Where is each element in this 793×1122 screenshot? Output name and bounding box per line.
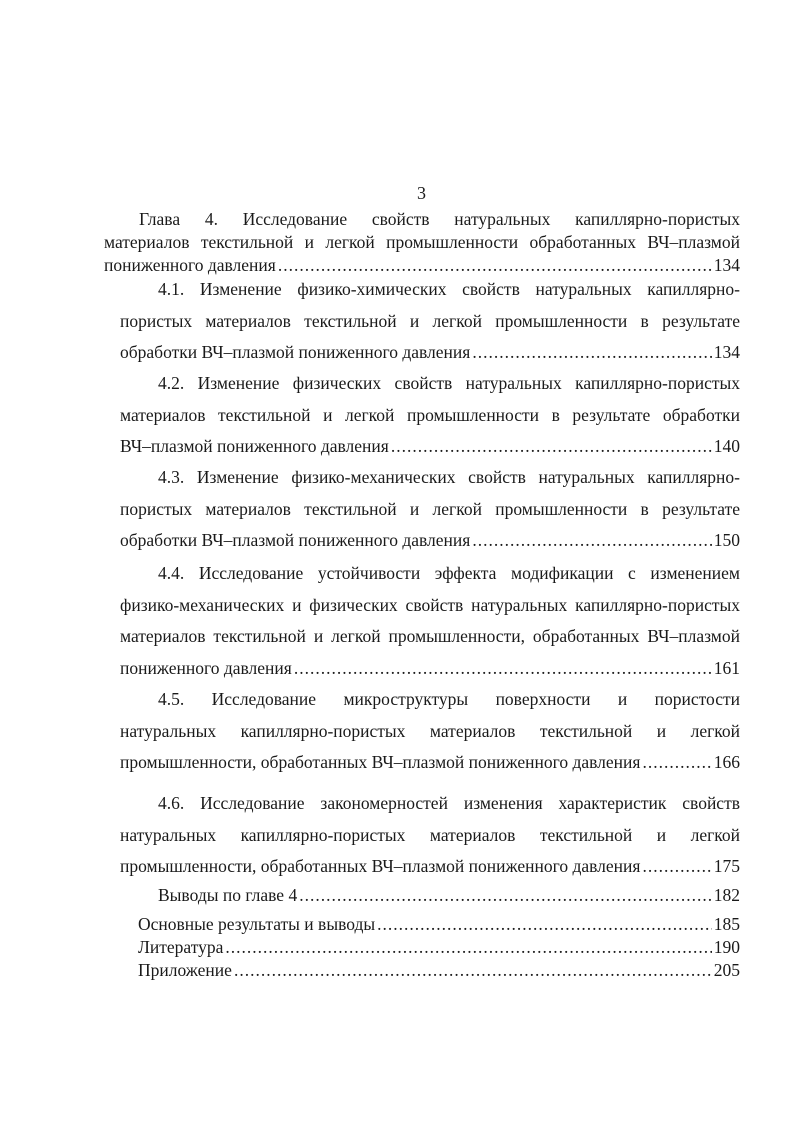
toc-entry-title: пониженного давления xyxy=(104,255,276,275)
toc-entry-main-results xyxy=(138,913,740,936)
toc-entry-line xyxy=(120,653,740,685)
toc-section-4-5 xyxy=(120,684,740,779)
toc-line: Глава 4. Исследование свойств натуральных капиллярно-пористых xyxy=(139,209,740,229)
toc-page-number: 134 xyxy=(713,342,740,362)
dot-leader xyxy=(234,959,712,982)
toc-page-number: 166 xyxy=(713,752,740,772)
table-of-contents xyxy=(104,208,740,980)
toc-entry-title: Приложение xyxy=(138,960,232,980)
toc-line: физико-механических и физических свойств натуральных капиллярно-пористых xyxy=(120,594,740,615)
toc-entry-appendix xyxy=(138,959,740,982)
toc-entry-line xyxy=(120,431,740,463)
toc-line: материалов текстильной и легкой промышленности в результате обработки xyxy=(120,404,740,425)
toc-entry-title: Основные результаты и выводы xyxy=(138,914,376,934)
toc-entry-title: Выводы по главе 4 xyxy=(158,885,298,905)
toc-entry-title: промышленности, обработанных ВЧ–плазмой пониженного давления xyxy=(120,856,641,876)
toc-final-entries xyxy=(138,913,740,982)
toc-line: 4.2. Изменение физических свойств натуральных капиллярно-пористых xyxy=(158,373,740,393)
toc-entry-title: пониженного давления xyxy=(120,657,292,678)
toc-section-4-6 xyxy=(120,788,740,883)
toc-line: 4.3. Изменение физико-механических свойств натуральных капиллярно- xyxy=(158,467,740,487)
toc-page-number: 161 xyxy=(713,657,740,678)
dot-leader xyxy=(472,525,711,557)
toc-section-4-3 xyxy=(120,462,740,557)
toc-chapter-4 xyxy=(104,208,740,277)
toc-section-4-2 xyxy=(120,368,740,463)
page-number: 3 xyxy=(417,183,426,203)
toc-entry-title: ВЧ–плазмой пониженного давления xyxy=(120,436,389,456)
dot-leader xyxy=(225,936,711,959)
dot-leader xyxy=(472,337,711,369)
toc-section-4-4 xyxy=(120,558,740,684)
toc-entry-line xyxy=(120,337,740,369)
toc-entry-title: обработки ВЧ–плазмой пониженного давления xyxy=(120,342,471,362)
toc-conclusions-chapter-4 xyxy=(158,880,740,912)
toc-page-number: 175 xyxy=(713,856,740,876)
toc-entry-literature xyxy=(138,936,740,959)
toc-line: материалов текстильной и легкой промышленности, обработанных ВЧ–плазмой xyxy=(120,626,740,646)
toc-entry-line xyxy=(120,747,740,779)
toc-line: 4.6. Исследование закономерностей изменения характеристик свойств xyxy=(158,793,740,813)
toc-line: 4.5. Исследование микроструктуры поверхности и пористости xyxy=(158,689,740,709)
dot-leader xyxy=(294,653,712,685)
dot-leader xyxy=(377,913,712,936)
toc-entry-line xyxy=(120,851,740,883)
dot-leader xyxy=(299,880,712,912)
toc-line: натуральных капиллярно-пористых материалов текстильной и легкой xyxy=(120,824,740,845)
toc-page-number: 205 xyxy=(713,960,740,980)
toc-entry-title: Литература xyxy=(138,937,224,957)
toc-page-number: 140 xyxy=(713,436,740,456)
toc-line: пористых материалов текстильной и легкой промышленности в результате xyxy=(120,498,740,519)
toc-entry-title: промышленности, обработанных ВЧ–плазмой пониженного давления xyxy=(120,752,641,772)
toc-page-number: 150 xyxy=(713,530,740,550)
toc-entry-line xyxy=(120,525,740,557)
dot-leader xyxy=(642,747,711,779)
toc-line: 4.4. Исследование устойчивости эффекта модификации с изменением xyxy=(158,563,740,583)
dot-leader xyxy=(391,431,712,463)
toc-line: 4.1. Изменение физико-химических свойств натуральных капиллярно- xyxy=(158,279,740,299)
toc-page-number: 182 xyxy=(713,885,740,905)
toc-page-number: 134 xyxy=(713,255,740,275)
toc-page-number: 190 xyxy=(713,937,740,957)
toc-page-number: 185 xyxy=(713,914,740,934)
toc-section-4-1 xyxy=(120,274,740,369)
toc-line: пористых материалов текстильной и легкой промышленности в результате xyxy=(120,310,740,331)
dot-leader xyxy=(642,851,711,883)
toc-entry-line xyxy=(158,880,740,912)
toc-line: натуральных капиллярно-пористых материалов текстильной и легкой xyxy=(120,720,740,741)
toc-entry-title: обработки ВЧ–плазмой пониженного давления xyxy=(120,530,471,550)
toc-line: материалов текстильной и легкой промышленности обработанных ВЧ–плазмой xyxy=(104,232,740,252)
